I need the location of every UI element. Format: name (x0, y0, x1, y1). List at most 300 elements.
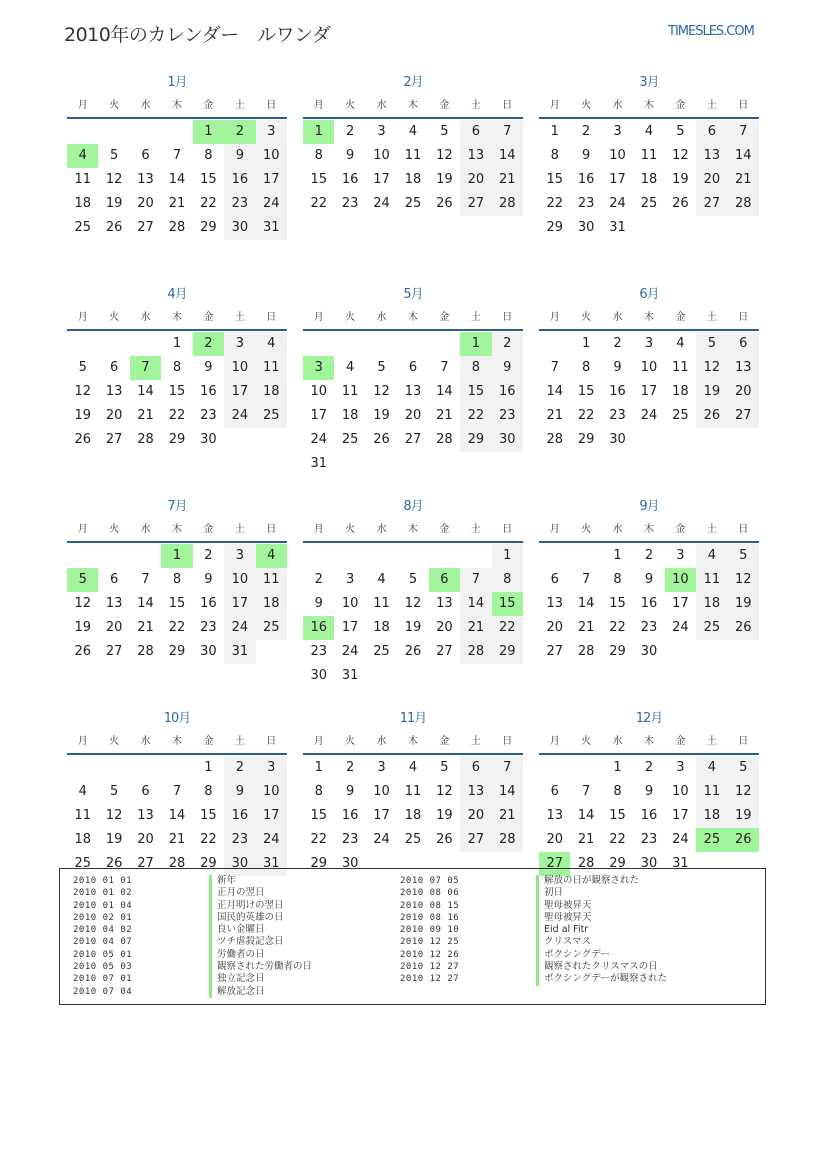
day-cell: 12 (696, 356, 727, 380)
day-cell: 3 (303, 356, 334, 380)
day-cell: 8 (314, 784, 323, 799)
month-title: 3月 (639, 75, 659, 90)
day-cell: 22 (168, 408, 186, 423)
day-cell: 31 (341, 668, 359, 683)
day-cell: 4 (377, 572, 386, 587)
day-cell: 28 (492, 192, 523, 216)
day-cell: 10 (224, 356, 255, 380)
weekday-label: 日 (738, 312, 749, 323)
holiday-row (400, 887, 667, 899)
day-cell: 9 (492, 356, 523, 380)
day-cell: 26 (373, 432, 390, 447)
weekday-label: 土 (234, 524, 245, 535)
day-cell: 7 (581, 572, 591, 587)
day-cell: 14 (137, 596, 154, 611)
holiday-name: 解放記念日 (209, 986, 265, 998)
empty-cell (460, 544, 491, 568)
day-cell: 4 (345, 360, 355, 375)
day-cell: 12 (436, 784, 453, 799)
empty-cell (397, 332, 428, 356)
day-cell: 14 (137, 384, 154, 399)
day-cell: 24 (256, 192, 287, 216)
holiday-row (400, 924, 667, 936)
holiday-name: ボクシングデー (536, 949, 610, 961)
day-cell: 20 (728, 380, 759, 404)
empty-cell (130, 120, 161, 144)
day-cell: 6 (460, 120, 491, 144)
month-title: 2月 (403, 75, 423, 90)
day-cell: 10 (256, 144, 287, 168)
day-cell: 14 (168, 172, 186, 187)
day-cell: 26 (728, 828, 759, 852)
day-cell: 13 (105, 596, 123, 611)
day-cell: 28 (436, 432, 453, 447)
holiday-row (400, 973, 667, 985)
weekday-label: 木 (407, 100, 418, 111)
day-cell: 9 (345, 784, 355, 799)
weekday-label: 水 (140, 100, 151, 111)
day-cell: 9 (613, 360, 622, 375)
day-cell: 28 (546, 432, 563, 447)
day-cell: 13 (137, 808, 154, 823)
day-cell: 1 (161, 544, 192, 568)
holiday-row (73, 961, 312, 973)
holiday-row (73, 986, 312, 998)
day-cell: 20 (436, 620, 453, 635)
day-cell: 29 (546, 220, 563, 235)
weekday-header (539, 730, 759, 755)
day-cell: 27 (404, 432, 422, 447)
months-grid (67, 72, 760, 898)
day-cell: 16 (341, 808, 359, 823)
holiday-name: 正月の翌日 (209, 887, 265, 899)
day-cell: 2 (224, 120, 255, 144)
weekday-label: 水 (376, 736, 387, 747)
weekday-label: 火 (109, 312, 120, 323)
day-cell: 8 (613, 784, 622, 799)
holiday-column-left (73, 875, 312, 998)
day-cell: 25 (256, 404, 287, 428)
day-cell: 10 (665, 568, 696, 592)
day-cell: 17 (224, 592, 255, 616)
day-cell: 10 (640, 360, 658, 375)
day-cell: 17 (256, 168, 287, 192)
day-cell: 11 (341, 384, 359, 399)
empty-cell (303, 544, 334, 568)
weekday-label: 月 (313, 736, 324, 747)
day-cell: 19 (436, 808, 453, 823)
day-cell: 3 (644, 336, 654, 351)
day-cell: 28 (137, 432, 154, 447)
day-cell: 9 (204, 572, 213, 587)
day-cell: 30 (640, 644, 658, 659)
day-cell: 28 (168, 220, 186, 235)
day-cell: 13 (436, 596, 453, 611)
day-cell: 16 (577, 172, 595, 187)
day-cell: 14 (728, 144, 759, 168)
day-cell: 10 (373, 784, 390, 799)
day-cell: 11 (74, 808, 91, 823)
day-cell: 25 (696, 616, 727, 640)
day-cell: 2 (492, 332, 523, 356)
weekday-label: 火 (581, 100, 592, 111)
day-cell: 16 (492, 380, 523, 404)
site-link[interactable]: TIMESLES.COM (668, 24, 754, 39)
day-cell: 10 (224, 568, 255, 592)
empty-cell (130, 332, 161, 356)
weekday-label: 火 (581, 312, 592, 323)
day-cell: 15 (310, 172, 327, 187)
weekday-label: 水 (140, 736, 151, 747)
day-cell: 20 (404, 408, 422, 423)
day-cell: 3 (377, 760, 386, 775)
day-cell: 28 (577, 856, 595, 871)
day-cell: 15 (168, 596, 186, 611)
day-cell: 22 (310, 832, 327, 847)
day-cell: 18 (341, 408, 359, 423)
day-cell: 19 (728, 592, 759, 616)
day-cell: 14 (577, 596, 595, 611)
day-cell: 30 (200, 432, 217, 447)
day-cell: 3 (613, 124, 622, 139)
day-cell: 24 (672, 620, 689, 635)
weekday-label: 土 (234, 312, 245, 323)
day-cell: 1 (460, 332, 491, 356)
day-cell: 20 (137, 196, 154, 211)
day-cell: 23 (224, 828, 255, 852)
holiday-date: 2010 07 04 (73, 986, 133, 997)
day-cell: 19 (696, 380, 727, 404)
day-cell: 5 (408, 572, 418, 587)
day-cell: 2 (224, 756, 255, 780)
day-cell: 13 (460, 144, 491, 168)
day-cell: 30 (609, 432, 626, 447)
holiday-name: 独立記念日 (209, 973, 265, 985)
weekday-label: 月 (77, 524, 88, 535)
day-cell: 17 (310, 408, 327, 423)
day-cell: 26 (404, 644, 422, 659)
holiday-name: 労働者の日 (209, 949, 265, 961)
day-cell: 28 (728, 192, 759, 216)
empty-cell (98, 544, 129, 568)
day-cell: 3 (377, 124, 386, 139)
day-cell: 29 (168, 644, 186, 659)
weekday-label: 土 (470, 736, 481, 747)
day-cell: 24 (373, 832, 390, 847)
weekday-label: 土 (470, 312, 481, 323)
holiday-name: 新年 (209, 875, 236, 887)
day-cell: 13 (137, 172, 154, 187)
day-cell: 2 (314, 572, 323, 587)
holiday-name: ツチ虐殺記念日 (209, 936, 284, 948)
day-cell: 21 (168, 196, 186, 211)
holiday-row (73, 875, 312, 887)
day-cell: 13 (546, 596, 563, 611)
day-cell: 19 (404, 620, 422, 635)
day-cell: 18 (640, 172, 658, 187)
day-cell: 27 (460, 828, 491, 852)
day-cell: 2 (204, 548, 213, 563)
day-cell: 10 (609, 148, 626, 163)
weekday-header (67, 94, 287, 119)
day-cell: 30 (640, 856, 658, 871)
weekday-label: 水 (612, 312, 623, 323)
day-cell: 22 (546, 196, 563, 211)
day-cell: 6 (141, 148, 150, 163)
weekday-label: 木 (643, 100, 654, 111)
day-cell: 26 (696, 404, 727, 428)
day-cell: 12 (105, 172, 123, 187)
weekday-label: 月 (549, 736, 560, 747)
day-cell: 17 (256, 804, 287, 828)
day-cell: 7 (492, 120, 523, 144)
day-cell: 29 (460, 428, 491, 452)
day-cell: 2 (193, 332, 224, 356)
day-cell: 3 (256, 756, 287, 780)
weekday-label: 土 (234, 736, 245, 747)
weekday-label: 火 (345, 524, 356, 535)
day-cell: 1 (193, 120, 224, 144)
day-cell: 4 (676, 336, 685, 351)
day-cell: 5 (728, 756, 759, 780)
day-cell: 3 (676, 760, 685, 775)
day-cell: 23 (200, 408, 217, 423)
weekday-label: 月 (313, 312, 324, 323)
weekday-header (539, 306, 759, 331)
day-cell: 16 (224, 804, 255, 828)
holiday-row (73, 973, 312, 985)
holiday-column-right (400, 875, 667, 986)
weekday-label: 日 (266, 312, 277, 323)
holiday-row (73, 900, 312, 912)
weekday-label: 日 (266, 736, 277, 747)
empty-cell (539, 544, 570, 568)
holiday-name: Eid al Fitr (536, 924, 588, 936)
holiday-name: 観察されたクリスマスの日 (536, 961, 658, 973)
day-cell: 20 (546, 620, 563, 635)
day-grid (539, 756, 759, 876)
day-cell: 13 (728, 356, 759, 380)
empty-cell (429, 332, 460, 356)
day-cell: 21 (577, 832, 595, 847)
day-cell: 15 (609, 596, 626, 611)
day-cell: 25 (256, 616, 287, 640)
month-1 (67, 72, 287, 262)
day-cell: 24 (373, 196, 390, 211)
holiday-row (73, 936, 312, 948)
month-7 (67, 496, 287, 686)
day-cell: 23 (341, 832, 359, 847)
day-cell: 1 (581, 336, 591, 351)
day-cell: 29 (609, 644, 626, 659)
day-cell: 18 (74, 196, 91, 211)
day-cell: 30 (492, 428, 523, 452)
day-cell: 26 (74, 644, 91, 659)
weekday-label: 木 (643, 736, 654, 747)
day-cell: 27 (546, 644, 563, 659)
weekday-label: 水 (612, 736, 623, 747)
day-cell: 1 (550, 124, 559, 139)
weekday-label: 日 (266, 524, 277, 535)
day-cell: 29 (200, 856, 217, 871)
holiday-row (73, 949, 312, 961)
weekday-header (67, 518, 287, 543)
day-cell: 13 (105, 384, 123, 399)
day-cell: 9 (204, 360, 213, 375)
day-cell: 12 (672, 148, 689, 163)
weekday-label: 水 (612, 100, 623, 111)
day-grid (303, 332, 523, 476)
holiday-date: 2010 08 16 (400, 912, 460, 923)
day-cell: 6 (109, 360, 119, 375)
day-cell: 27 (436, 644, 453, 659)
day-cell: 24 (672, 832, 689, 847)
day-cell: 6 (460, 756, 491, 780)
holiday-date: 2010 02 01 (73, 912, 133, 923)
weekday-label: 金 (203, 736, 214, 747)
day-cell: 11 (672, 360, 689, 375)
day-cell: 25 (696, 828, 727, 852)
weekday-label: 木 (171, 100, 182, 111)
weekday-label: 土 (706, 736, 717, 747)
day-cell: 15 (200, 808, 217, 823)
day-cell: 5 (78, 360, 87, 375)
day-cell: 4 (67, 144, 98, 168)
holiday-name: 正月明けの翌日 (209, 900, 284, 912)
day-cell: 20 (546, 832, 563, 847)
day-cell: 8 (204, 784, 213, 799)
day-cell: 28 (492, 828, 523, 852)
day-cell: 6 (141, 784, 150, 799)
day-cell: 16 (640, 596, 658, 611)
day-cell: 2 (644, 548, 654, 563)
day-cell: 12 (105, 808, 123, 823)
holiday-date: 2010 07 05 (400, 876, 460, 886)
day-cell: 3 (224, 332, 255, 356)
holiday-date: 2010 12 27 (400, 962, 460, 973)
empty-cell (130, 756, 161, 780)
weekday-label: 金 (675, 524, 686, 535)
day-cell: 16 (640, 808, 658, 823)
day-cell: 13 (696, 144, 727, 168)
day-cell: 6 (109, 572, 119, 587)
day-cell: 18 (696, 804, 727, 828)
empty-cell (130, 544, 161, 568)
day-cell: 11 (373, 596, 390, 611)
day-cell: 8 (581, 360, 591, 375)
holiday-row (400, 936, 667, 948)
day-cell: 29 (577, 432, 595, 447)
weekday-label: 木 (407, 312, 418, 323)
holiday-date: 2010 09 10 (400, 925, 460, 936)
day-cell: 10 (256, 780, 287, 804)
day-cell: 26 (436, 832, 453, 847)
month-title: 7月 (167, 499, 187, 514)
day-cell: 15 (460, 380, 491, 404)
day-cell: 14 (492, 144, 523, 168)
day-cell: 1 (172, 336, 182, 351)
weekday-label: 土 (470, 524, 481, 535)
weekday-header (303, 730, 523, 755)
day-cell: 22 (577, 408, 595, 423)
empty-cell (98, 756, 129, 780)
weekday-label: 木 (407, 736, 418, 747)
weekday-label: 火 (109, 100, 120, 111)
day-cell: 5 (377, 360, 386, 375)
holiday-name: 良い金曜日 (209, 924, 265, 936)
day-cell: 11 (404, 784, 422, 799)
day-cell: 15 (609, 808, 626, 823)
day-cell: 12 (373, 384, 390, 399)
day-cell: 23 (609, 408, 626, 423)
day-cell: 7 (460, 568, 491, 592)
weekday-label: 金 (439, 736, 450, 747)
weekday-label: 木 (643, 524, 654, 535)
day-cell: 1 (314, 760, 323, 775)
empty-cell (67, 120, 98, 144)
holiday-name: 解放の日が観察された (536, 875, 639, 887)
day-grid (67, 756, 287, 876)
day-cell: 27 (137, 220, 154, 235)
month-4 (67, 284, 287, 474)
weekday-label: 水 (376, 524, 387, 535)
day-cell: 20 (105, 620, 123, 635)
day-grid (539, 332, 759, 452)
day-cell: 22 (310, 196, 327, 211)
day-cell: 18 (256, 380, 287, 404)
weekday-header (67, 730, 287, 755)
day-cell: 4 (78, 784, 87, 799)
day-cell: 6 (550, 572, 559, 587)
day-cell: 23 (200, 620, 217, 635)
day-cell: 1 (492, 544, 523, 568)
day-cell: 5 (676, 124, 685, 139)
day-cell: 22 (492, 616, 523, 640)
day-cell: 9 (644, 784, 654, 799)
day-grid (303, 120, 523, 216)
weekday-label: 日 (502, 100, 513, 111)
holiday-name: クリスマス (536, 936, 591, 948)
weekday-label: 月 (77, 312, 88, 323)
weekday-label: 火 (345, 100, 356, 111)
day-cell: 7 (172, 148, 182, 163)
day-cell: 20 (696, 168, 727, 192)
day-cell: 19 (672, 172, 689, 187)
day-cell: 26 (105, 220, 123, 235)
day-cell: 12 (74, 596, 91, 611)
weekday-label: 日 (738, 100, 749, 111)
empty-cell (539, 756, 570, 780)
weekday-header (303, 94, 523, 119)
day-cell: 14 (436, 384, 453, 399)
day-cell: 15 (168, 384, 186, 399)
weekday-label: 月 (313, 100, 324, 111)
page-title: 2010年のカレンダー ルワンダ (64, 24, 331, 46)
day-grid (539, 120, 759, 240)
day-cell: 7 (130, 356, 161, 380)
day-cell: 7 (581, 784, 591, 799)
holiday-date: 2010 01 04 (73, 900, 133, 911)
weekday-label: 土 (706, 312, 717, 323)
day-cell: 14 (168, 808, 186, 823)
day-cell: 21 (546, 408, 563, 423)
day-cell: 30 (200, 644, 217, 659)
day-cell: 4 (644, 124, 654, 139)
day-cell: 11 (256, 568, 287, 592)
weekday-label: 金 (203, 312, 214, 323)
holiday-list (59, 868, 766, 1005)
day-cell: 3 (256, 120, 287, 144)
